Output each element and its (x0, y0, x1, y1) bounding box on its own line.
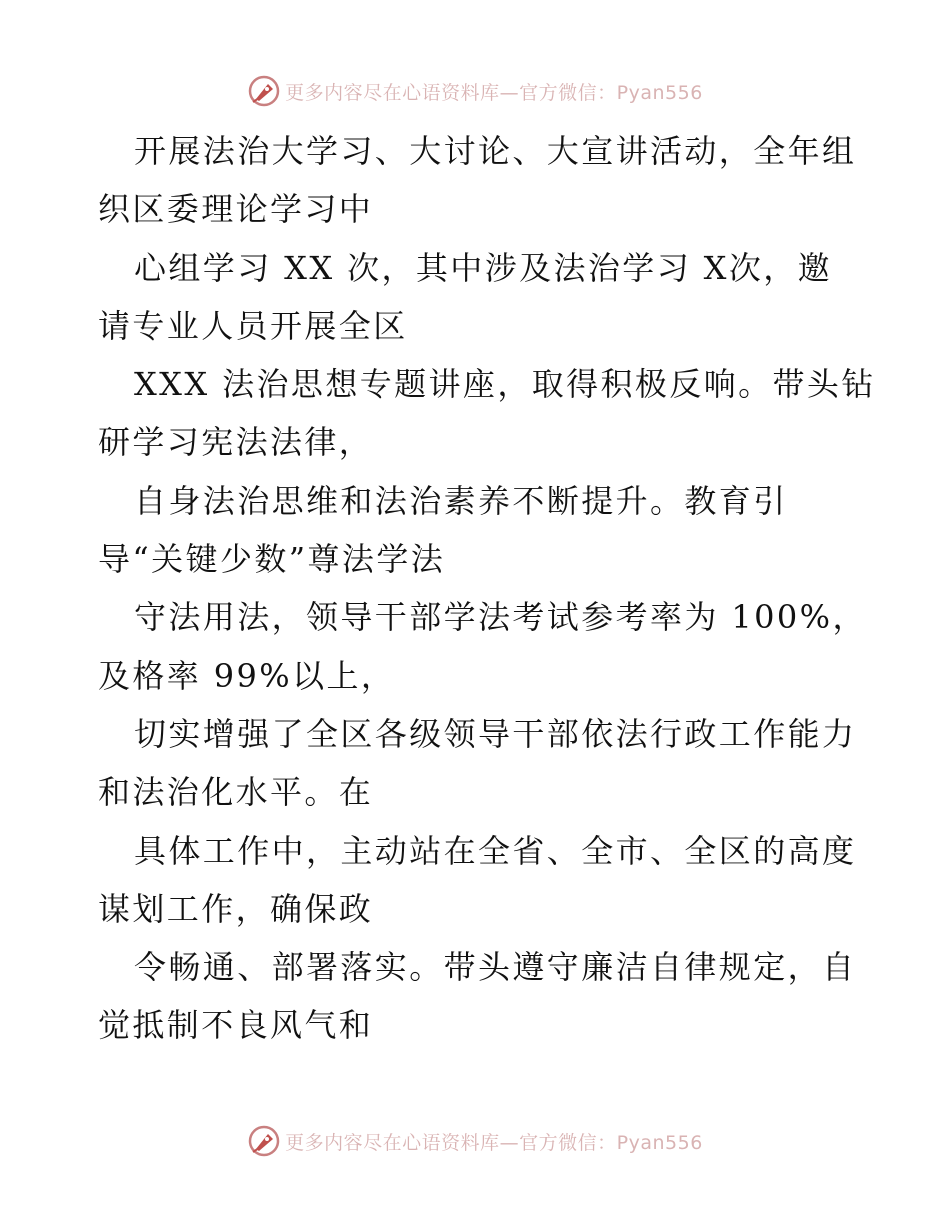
paragraph-line: 切实增强了全区各级领导干部依法行政工作能力 (134, 714, 857, 753)
document-body (98, 122, 876, 1055)
pen-nib-circle-icon (247, 1124, 281, 1158)
paragraph-line: 具体工作中，主动站在全省、全市、全区的高度 (134, 831, 857, 870)
paragraph-line: XXX 法治思想专题讲座，取得积极反响。带头钻 (134, 365, 876, 404)
paragraph-line: 开展法治大学习、大讨论、大宣讲活动，全年组 (134, 132, 857, 170)
paragraph-line: 令畅通、部署落实。带头遵守廉洁自律规定，自 (134, 948, 857, 987)
paragraph-line: 及格率 99%以上， (98, 656, 396, 695)
footer-watermark (0, 1121, 950, 1161)
header-watermark (0, 71, 950, 111)
paragraph-line: 织区委理论学习中 (98, 190, 374, 229)
pen-nib-circle-icon (247, 74, 281, 108)
paragraph-line: 心组学习 XX 次，其中涉及法治学习 X次，邀 (134, 248, 833, 287)
paragraph-line: 谋划工作，确保政 (98, 889, 374, 928)
paragraph-line: 守法用法，领导干部学法考试参考率为 100%， (134, 598, 867, 637)
paragraph-line: 和法治化水平。在 (98, 773, 374, 812)
paragraph-line: 自身法治思维和法治素养不断提升。教育引 (134, 481, 788, 520)
paragraph-line: 觉抵制不良风气和 (98, 1006, 374, 1045)
paragraph-line: 请专业人员开展全区 (98, 306, 408, 345)
paragraph-line: 导“关键少数”尊法学法 (98, 540, 446, 579)
paragraph-line: 研学习宪法法律， (98, 423, 374, 462)
watermark-text: 更多内容尽在心语资料库—官方微信：Pyan556 (285, 1131, 703, 1154)
watermark-text: 更多内容尽在心语资料库—官方微信：Pyan556 (285, 81, 703, 104)
